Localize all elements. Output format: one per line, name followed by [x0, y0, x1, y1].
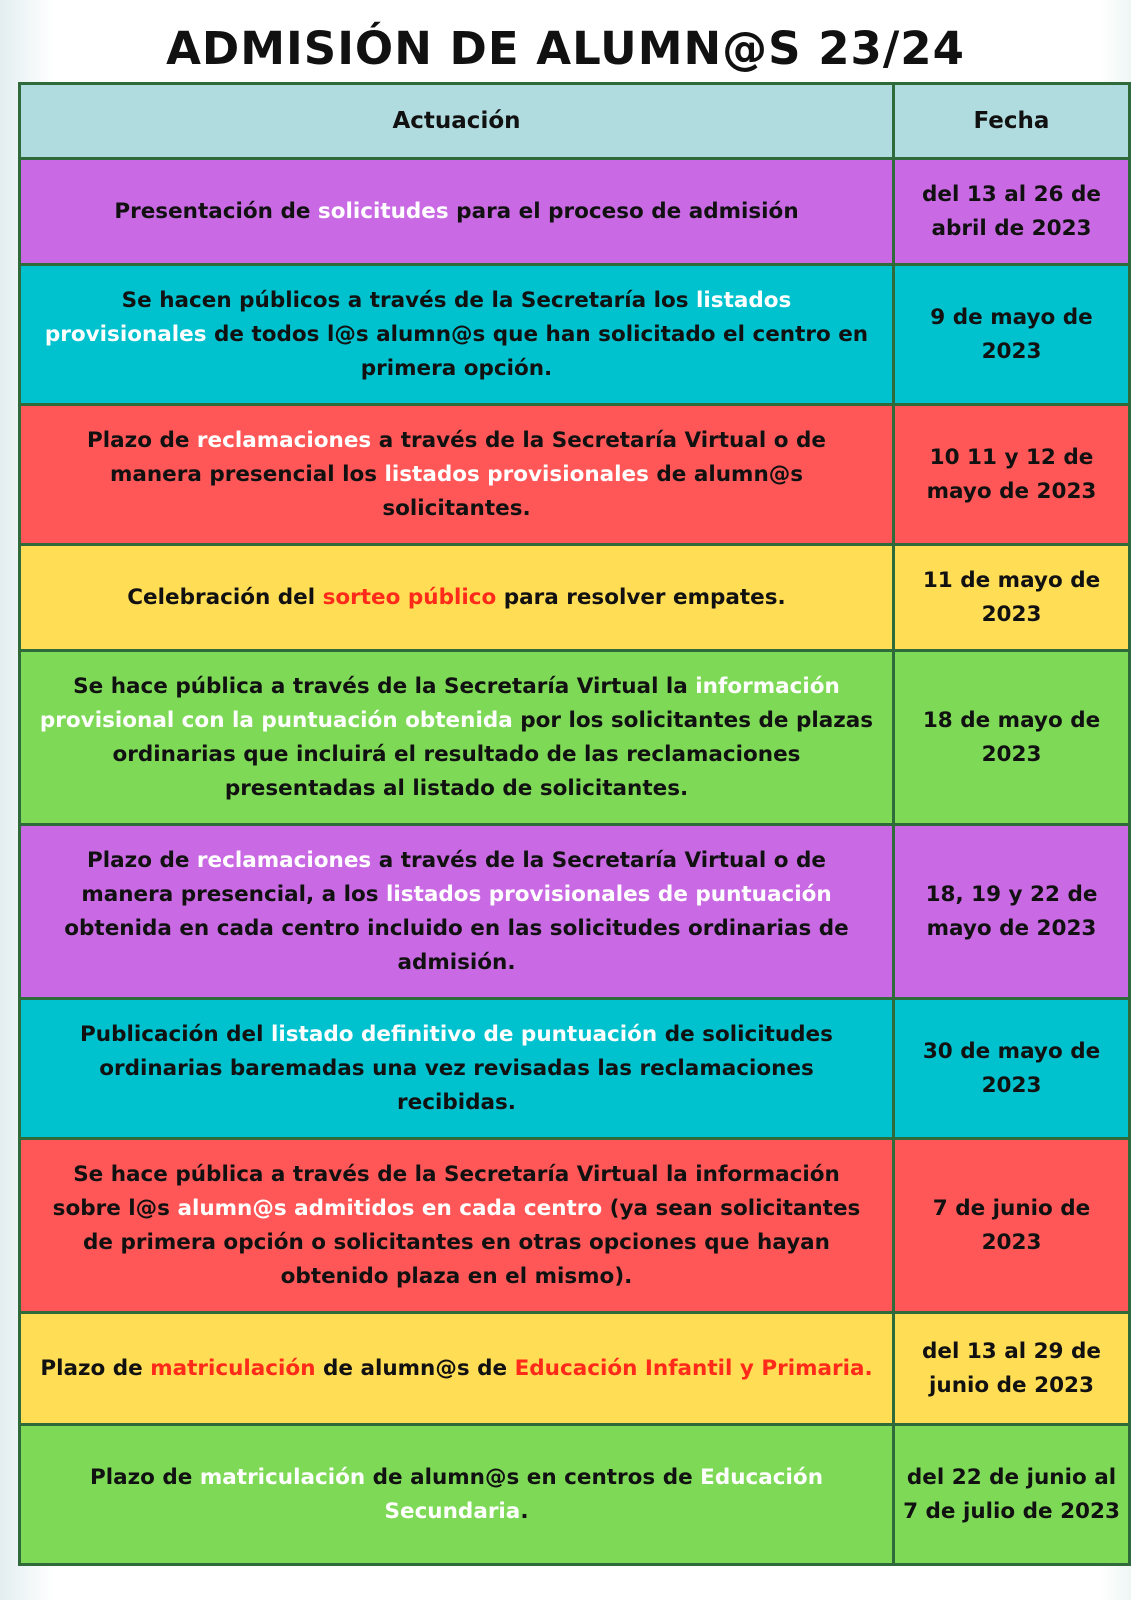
highlight-text: listados provisionales [384, 461, 649, 487]
table-row [20, 825, 1130, 999]
actuacion-cell: Celebración del sorteo público para resolver empates. [20, 545, 894, 651]
page-title: ADMISIÓN DE ALUMN@S 23/24 [166, 22, 965, 75]
fecha-cell: del 13 al 29 de junio de 2023 [894, 1313, 1130, 1425]
table-row [20, 1425, 1130, 1565]
fecha-cell: del 13 al 26 de abril de 2023 [894, 159, 1130, 265]
highlight-text: listados provisionales [44, 287, 792, 347]
actuacion-cell: Se hace pública a través de la Secretaría Virtual la información provisional con la puntuación obtenida por los solicitantes de plazas ordinarias que incluirá el resultado de las reclamaciones presentadas al listado de solicitantes. [20, 651, 894, 825]
fecha-cell: 18, 19 y 22 de mayo de 2023 [894, 825, 1130, 999]
highlight-text: matriculación [199, 1464, 366, 1490]
highlight-text: matriculación [150, 1355, 316, 1381]
actuacion-cell: Publicación del listado definitivo de puntuación de solicitudes ordinarias baremadas una vez revisadas las reclamaciones recibidas. [20, 999, 894, 1139]
fecha-cell: 30 de mayo de 2023 [894, 999, 1130, 1139]
highlight-text: Educación Secundaria [384, 1464, 823, 1524]
highlight-text: reclamaciones [196, 847, 372, 873]
highlight-text: sorteo público [322, 584, 497, 610]
table-header-row [20, 84, 1130, 159]
table-row [20, 159, 1130, 265]
admission-schedule-table [18, 82, 1131, 1566]
table-row [20, 1313, 1130, 1425]
highlight-text: alumn@s admitidos en cada centro [177, 1195, 603, 1221]
highlight-text: información provisional con la puntuación obtenida [39, 673, 840, 733]
fecha-cell: 10 11 y 12 de mayo de 2023 [894, 405, 1130, 545]
fecha-cell: 7 de junio de 2023 [894, 1139, 1130, 1313]
actuacion-cell: Se hacen públicos a través de la Secretaría los listados provisionales de todos l@s alumn@s que han solicitado el centro en primera opción. [20, 265, 894, 405]
actuacion-cell: Plazo de reclamaciones a través de la Secretaría Virtual o de manera presencial los listados provisionales de alumn@s solicitantes. [20, 405, 894, 545]
actuacion-cell: Plazo de matriculación de alumn@s de Educación Infantil y Primaria. [20, 1313, 894, 1425]
table-row [20, 265, 1130, 405]
fecha-cell: del 22 de junio al 7 de julio de 2023 [894, 1425, 1130, 1565]
highlight-text: reclamaciones [196, 427, 372, 453]
table-row [20, 999, 1130, 1139]
highlight-text: Educación Infantil y Primaria. [514, 1355, 873, 1381]
fecha-cell: 9 de mayo de 2023 [894, 265, 1130, 405]
highlight-text: solicitudes [317, 198, 449, 224]
header-fecha: Fecha [894, 84, 1130, 159]
fecha-cell: 18 de mayo de 2023 [894, 651, 1130, 825]
table-row [20, 651, 1130, 825]
actuacion-cell: Presentación de solicitudes para el proceso de admisión [20, 159, 894, 265]
actuacion-cell: Plazo de reclamaciones a través de la Secretaría Virtual o de manera presencial, a los listados provisionales de puntuación obtenida en cada centro incluido en las solicitudes ordinarias de admisión. [20, 825, 894, 999]
fecha-cell: 11 de mayo de 2023 [894, 545, 1130, 651]
highlight-text: listado definitivo de puntuación [271, 1021, 658, 1047]
table-row [20, 545, 1130, 651]
highlight-text: listados provisionales de puntuación [386, 881, 832, 907]
header-actuacion: Actuación [20, 84, 894, 159]
table-row [20, 1139, 1130, 1313]
actuacion-cell: Plazo de matriculación de alumn@s en centros de Educación Secundaria. [20, 1425, 894, 1565]
actuacion-cell: Se hace pública a través de la Secretaría Virtual la información sobre l@s alumn@s admitidos en cada centro (ya sean solicitantes de primera opción o solicitantes en otras opciones que hayan obtenido plaza en el mismo). [20, 1139, 894, 1313]
table-row [20, 405, 1130, 545]
